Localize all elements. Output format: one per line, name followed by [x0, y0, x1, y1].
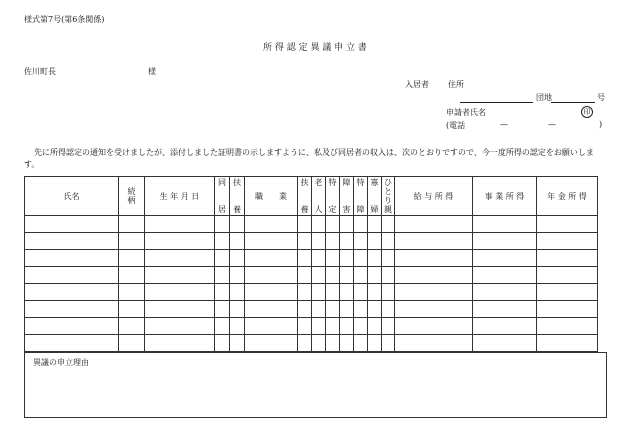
table-cell[interactable] [245, 318, 298, 335]
table-cell[interactable] [119, 267, 145, 284]
table-cell[interactable] [382, 318, 395, 335]
table-cell[interactable] [395, 335, 473, 352]
table-cell[interactable] [215, 216, 230, 233]
header-specific: 特 定 [326, 177, 340, 216]
table-cell[interactable] [312, 267, 326, 284]
table-cell[interactable] [245, 216, 298, 233]
table-cell[interactable] [382, 250, 395, 267]
table-cell[interactable] [230, 301, 245, 318]
table-cell[interactable] [119, 301, 145, 318]
table-cell[interactable] [382, 216, 395, 233]
address-label: 住所 [448, 80, 464, 89]
table-cell[interactable] [382, 267, 395, 284]
objection-reason-label: 異議の申立理由 [33, 358, 89, 367]
table-cell[interactable] [382, 284, 395, 301]
table-cell[interactable] [395, 318, 473, 335]
table-cell[interactable] [312, 233, 326, 250]
table-cell[interactable] [537, 284, 598, 301]
table-cell[interactable] [298, 250, 312, 267]
table-cell[interactable] [25, 284, 119, 301]
table-cell[interactable] [145, 216, 215, 233]
table-cell[interactable] [25, 318, 119, 335]
table-cell[interactable] [473, 233, 537, 250]
body-text-line1: 先に所得認定の通知を受けましたが、添付しました証明書の示しますように、私及び同居者の収入は、次のとおりですので、今一度所得の認定をお願いしま [34, 148, 594, 157]
header-single-parent: ひ と り 親 [382, 177, 395, 216]
table-cell[interactable] [382, 335, 395, 352]
table-cell[interactable] [354, 335, 368, 352]
table-cell[interactable] [340, 284, 354, 301]
addressee-name: 佐川町長 [24, 67, 56, 76]
table-cell[interactable] [473, 267, 537, 284]
table-cell[interactable] [215, 301, 230, 318]
table-cell[interactable] [368, 216, 382, 233]
table-cell[interactable] [354, 233, 368, 250]
table-cell[interactable] [537, 233, 598, 250]
table-cell[interactable] [382, 301, 395, 318]
table-cell[interactable] [326, 233, 340, 250]
income-table [24, 176, 598, 352]
table-cell[interactable] [395, 284, 473, 301]
table-header-row [25, 177, 598, 216]
table-cell[interactable] [340, 250, 354, 267]
table-cell[interactable] [340, 267, 354, 284]
table-cell[interactable] [215, 250, 230, 267]
phone-close: ) [599, 120, 603, 129]
table-cell[interactable] [230, 335, 245, 352]
table-cell[interactable] [25, 335, 119, 352]
table-cell[interactable] [473, 318, 537, 335]
table-cell[interactable] [340, 233, 354, 250]
header-elderly: 老 人 [312, 177, 326, 216]
table-cell[interactable] [537, 301, 598, 318]
table-cell[interactable] [354, 250, 368, 267]
header-pension-income: 年 金 所 得 [537, 177, 598, 216]
table-cell[interactable] [340, 335, 354, 352]
header-business-income: 事 業 所 得 [473, 177, 537, 216]
table-cell[interactable] [368, 233, 382, 250]
table-cell[interactable] [298, 267, 312, 284]
table-row [25, 318, 598, 335]
table-cell[interactable] [298, 284, 312, 301]
applicant-name-label: 申請者氏名 [446, 108, 486, 117]
table-cell[interactable] [119, 216, 145, 233]
table-cell[interactable] [145, 318, 215, 335]
address-underline[interactable] [460, 102, 533, 103]
addressee-honorific: 様 [148, 67, 156, 76]
table-cell[interactable] [245, 284, 298, 301]
header-dependent: 扶 養 [298, 177, 312, 216]
table-cell[interactable] [368, 250, 382, 267]
table-cell[interactable] [354, 318, 368, 335]
table-cell[interactable] [354, 284, 368, 301]
table-cell[interactable] [215, 318, 230, 335]
table-cell[interactable] [298, 335, 312, 352]
table-cell[interactable] [368, 335, 382, 352]
table-cell[interactable] [354, 216, 368, 233]
table-cell[interactable] [354, 301, 368, 318]
table-cell[interactable] [230, 284, 245, 301]
table-cell[interactable] [368, 318, 382, 335]
table-cell[interactable] [25, 301, 119, 318]
table-cell[interactable] [119, 335, 145, 352]
table-cell[interactable] [145, 335, 215, 352]
table-cell[interactable] [368, 284, 382, 301]
table-row [25, 233, 598, 250]
table-cell[interactable] [326, 301, 340, 318]
table-cell[interactable] [245, 250, 298, 267]
table-cell[interactable] [312, 250, 326, 267]
table-cell[interactable] [473, 250, 537, 267]
table-cell[interactable] [326, 250, 340, 267]
table-cell[interactable] [245, 335, 298, 352]
table-cell[interactable] [25, 250, 119, 267]
table-cell[interactable] [537, 216, 598, 233]
table-cell[interactable] [245, 233, 298, 250]
table-cell[interactable] [145, 233, 215, 250]
table-cell[interactable] [145, 284, 215, 301]
header-name: 氏名 [25, 177, 119, 216]
table-cell[interactable] [25, 216, 119, 233]
header-salary-income: 給 与 所 得 [395, 177, 473, 216]
page-title: 所 得 認 定 異 議 申 立 書 [263, 43, 367, 53]
table-cell[interactable] [119, 250, 145, 267]
danchi-label: 団地 [536, 93, 552, 102]
table-cell[interactable] [119, 233, 145, 250]
table-cell[interactable] [368, 267, 382, 284]
table-cell[interactable] [298, 233, 312, 250]
phone-dash-2: — [548, 120, 556, 129]
table-cell[interactable] [395, 216, 473, 233]
table-cell[interactable] [537, 335, 598, 352]
table-cell[interactable] [395, 233, 473, 250]
table-cell[interactable] [312, 335, 326, 352]
table-cell[interactable] [340, 216, 354, 233]
table-cell[interactable] [119, 284, 145, 301]
table-cell[interactable] [395, 267, 473, 284]
table-cell[interactable] [537, 267, 598, 284]
table-cell[interactable] [215, 267, 230, 284]
table-cell[interactable] [340, 301, 354, 318]
table-cell[interactable] [312, 301, 326, 318]
table-row [25, 216, 598, 233]
header-cohabit: 同 居 [215, 177, 230, 216]
table-cell[interactable] [119, 318, 145, 335]
body-text-line2: す。 [24, 160, 40, 169]
table-cell[interactable] [25, 267, 119, 284]
table-cell[interactable] [382, 233, 395, 250]
table-cell[interactable] [368, 301, 382, 318]
table-cell[interactable] [312, 216, 326, 233]
table-cell[interactable] [145, 250, 215, 267]
table-cell[interactable] [245, 267, 298, 284]
table-cell[interactable] [473, 335, 537, 352]
objection-reason-box[interactable] [24, 352, 607, 418]
table-cell[interactable] [230, 250, 245, 267]
table-cell[interactable] [473, 301, 537, 318]
header-relation: 続 柄 [119, 177, 145, 216]
table-cell[interactable] [215, 284, 230, 301]
table-cell[interactable] [298, 216, 312, 233]
header-disability: 障 害 [340, 177, 354, 216]
table-cell[interactable] [326, 216, 340, 233]
table-cell[interactable] [230, 318, 245, 335]
phone-label: (電話 [446, 121, 466, 130]
table-cell[interactable] [340, 318, 354, 335]
table-cell[interactable] [537, 250, 598, 267]
table-cell[interactable] [298, 301, 312, 318]
table-cell[interactable] [326, 284, 340, 301]
table-cell[interactable] [145, 301, 215, 318]
table-cell[interactable] [245, 301, 298, 318]
header-occupation: 職 業 [245, 177, 298, 216]
table-cell[interactable] [537, 318, 598, 335]
table-cell[interactable] [145, 267, 215, 284]
phone-dash-1: — [500, 120, 508, 129]
table-cell[interactable] [326, 335, 340, 352]
gou-label: 号 [597, 93, 605, 102]
table-cell[interactable] [230, 267, 245, 284]
header-birthdate: 生 年 月 日 [145, 177, 215, 216]
seal-mark: 印 [581, 106, 593, 118]
table-cell[interactable] [326, 267, 340, 284]
table-row [25, 267, 598, 284]
table-cell[interactable] [312, 318, 326, 335]
header-widow: 寡 婦 [368, 177, 382, 216]
table-cell[interactable] [473, 216, 537, 233]
table-cell[interactable] [473, 284, 537, 301]
header-support: 扶 養 [230, 177, 245, 216]
table-cell[interactable] [25, 233, 119, 250]
table-row [25, 301, 598, 318]
table-row [25, 284, 598, 301]
table-cell[interactable] [215, 233, 230, 250]
table-cell[interactable] [395, 301, 473, 318]
table-row [25, 335, 598, 352]
table-cell[interactable] [230, 216, 245, 233]
table-cell[interactable] [230, 233, 245, 250]
table-cell[interactable] [215, 335, 230, 352]
table-cell[interactable] [354, 267, 368, 284]
table-cell[interactable] [395, 250, 473, 267]
resident-label: 入居者 [405, 80, 429, 89]
form-number: 様式第7号(第6条関係) [24, 15, 105, 24]
table-cell[interactable] [312, 284, 326, 301]
table-cell[interactable] [326, 318, 340, 335]
table-cell[interactable] [298, 318, 312, 335]
header-special-disability: 特 障 [354, 177, 368, 216]
unit-underline[interactable] [551, 102, 595, 103]
table-row [25, 250, 598, 267]
